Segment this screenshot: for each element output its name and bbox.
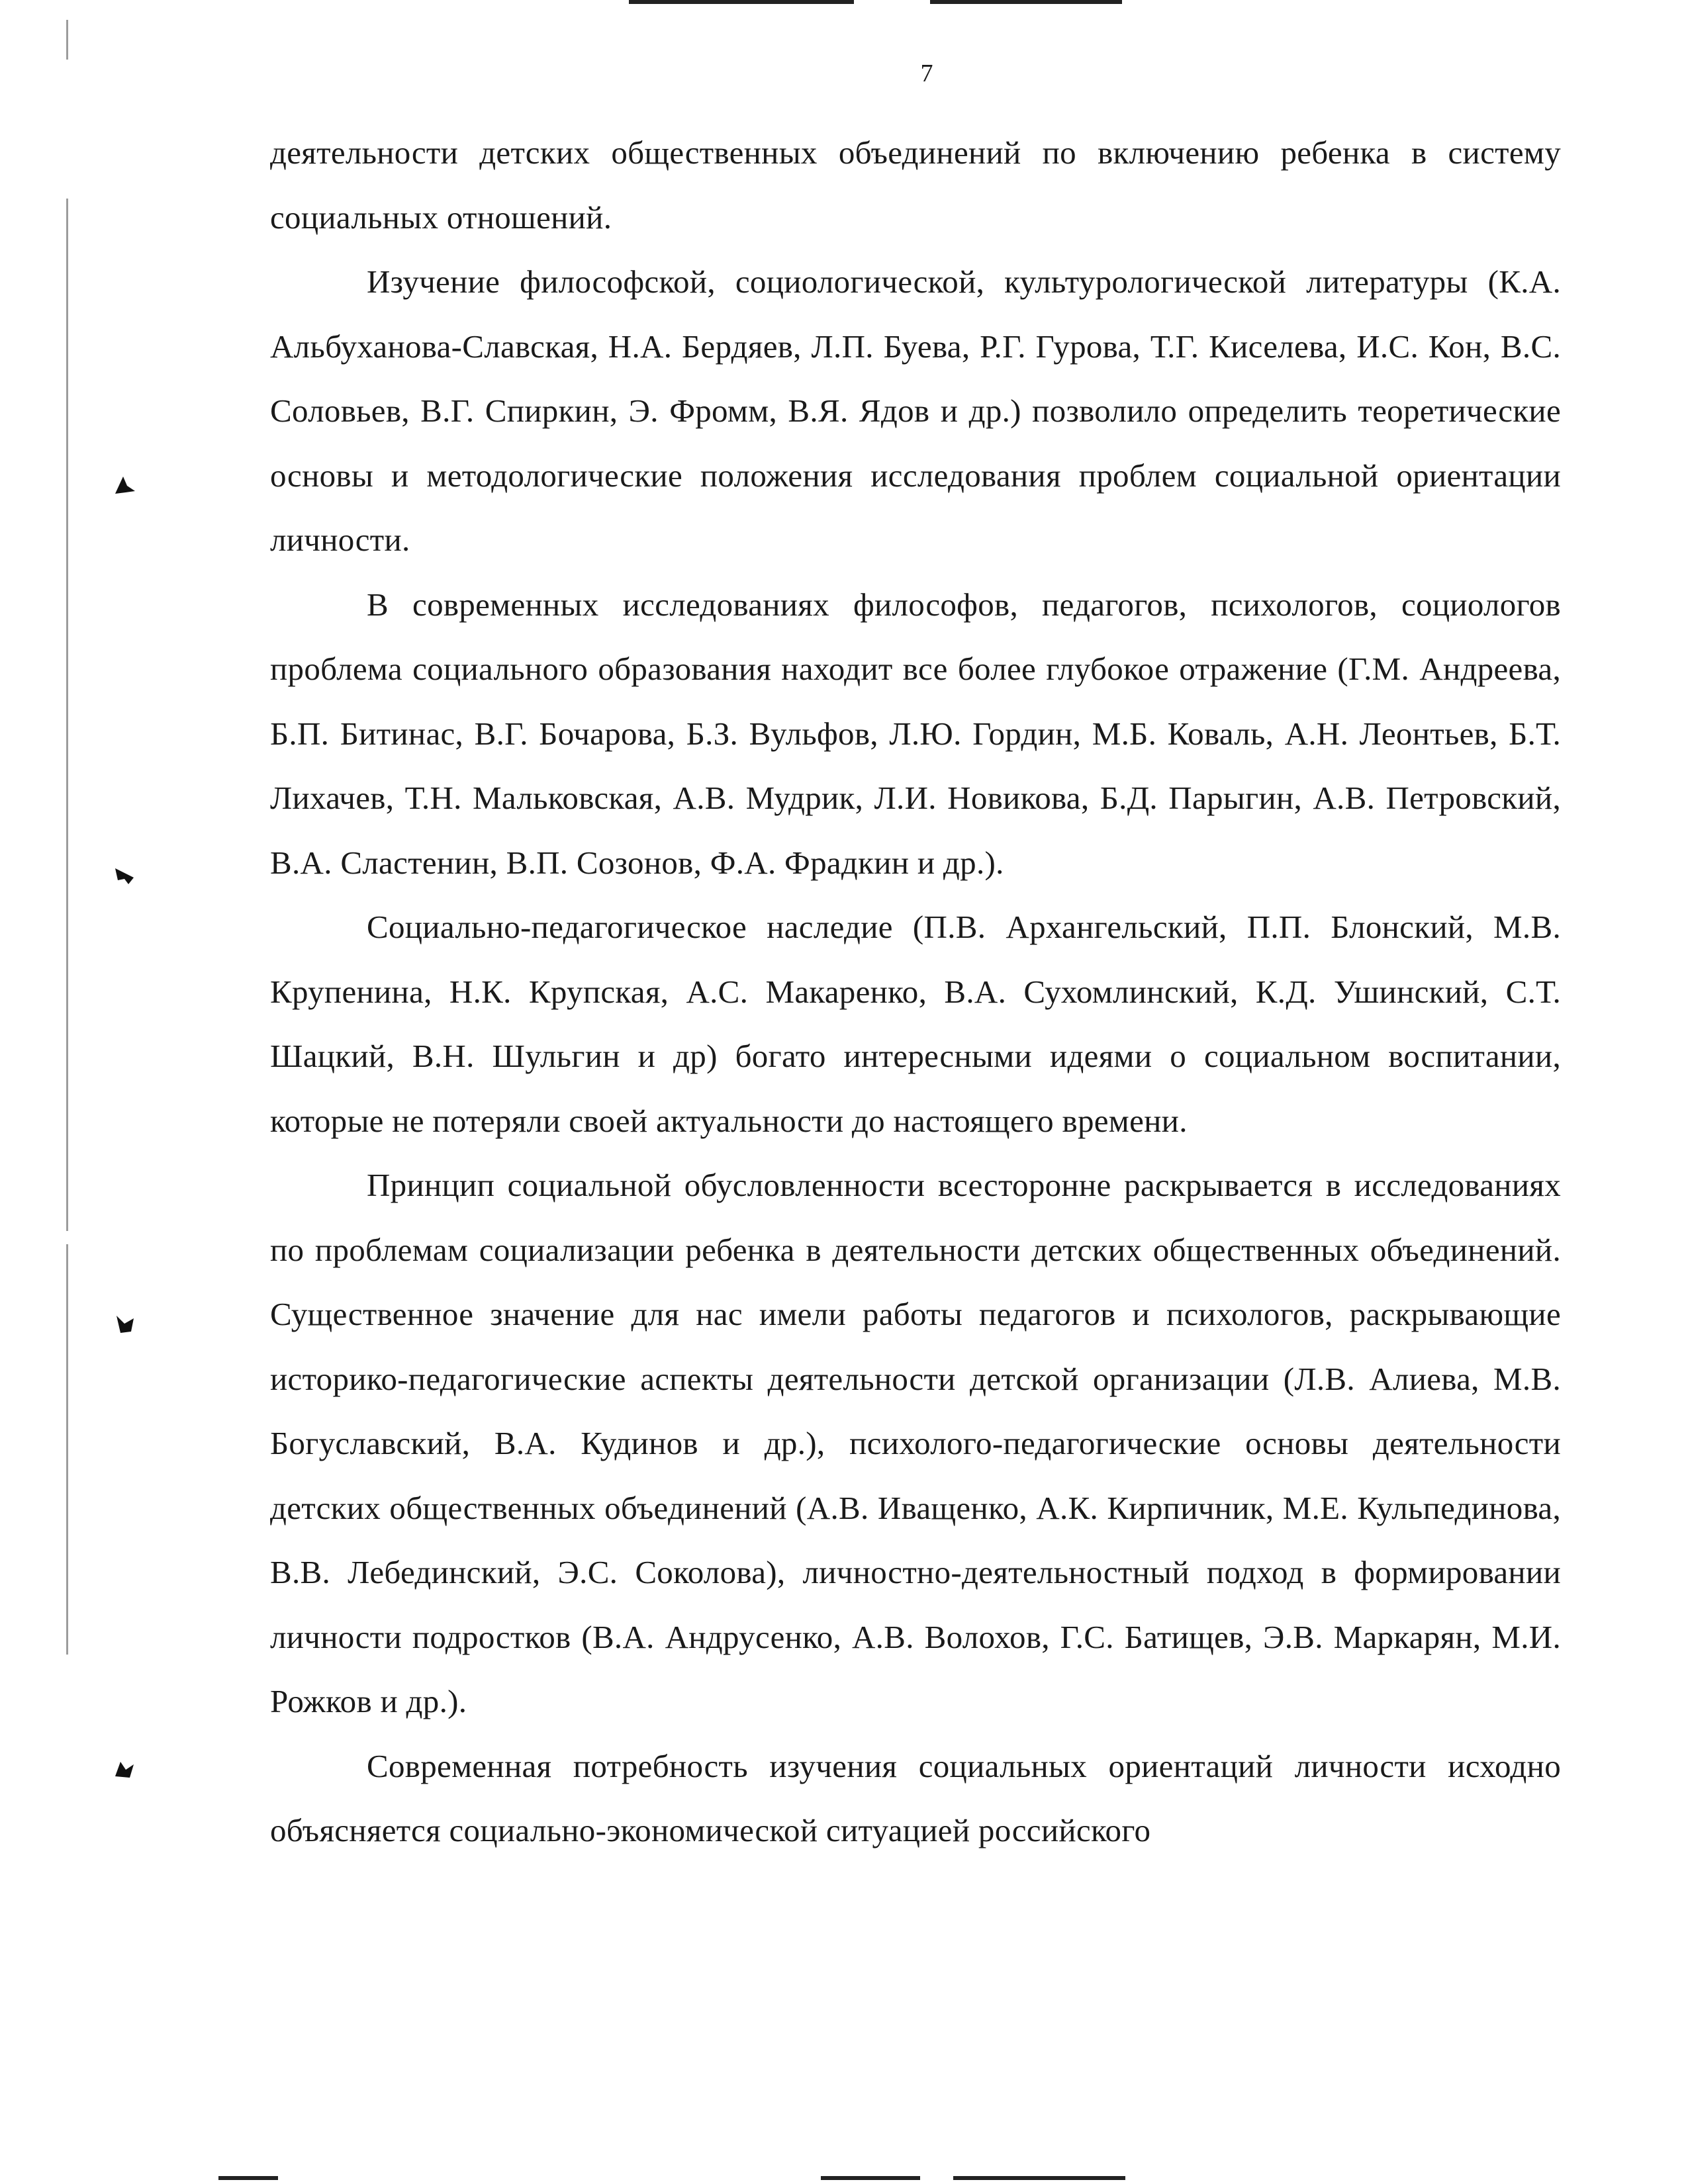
binding-line-lower [66,1244,68,1655]
binder-mark-1-icon [114,474,136,496]
scan-bottom-rule-left [218,2176,278,2180]
binding-line-top [66,20,68,60]
scan-bottom-rule-mid [821,2176,920,2180]
scan-top-rule-right [930,0,1122,4]
paragraph-social-principle: Принцип социальной обусловленности всесторонне раскрывается в исследованиях по проблемам социализации ребенка в деятельности детских общественных объединений. Существенное значение для нас имели работы педагогов и психологов, раскрывающие историко-педагогические аспекты деятельности детской организации (Л.В. Алиева, М.В. Богуславский, В.А. Кудинов и др.), психолого-педагогические основы деятельности детских общественных объединений (А.В. Иващенко, А.К. Кирпичник, М.Е. Кульпединова, В.В. Лебединский, Э.С. Соколова), личностно-деятельностный подход в формировании личности подростков (В.А. Андрусенко, А.В. Волохов, Г.С. Батищев, Э.В. Маркарян, М.И. Рожков и др.). [270,1167,1561,1719]
binder-mark-4-icon [114,1758,136,1780]
paragraph-modern-need: Современная потребность изучения социальных ориентаций личности исходно объясняется социально-экономической ситуацией российского [270,1747,1561,1848]
scan-top-rule-left [629,0,854,4]
document-body [270,120,1561,1863]
paragraph-pedagogical-heritage: Социально-педагогическое наследие (П.В. Архангельский, П.П. Блонский, М.В. Крупенина, Н.К. Крупская, А.С. Макаренко, В.А. Сухомлинский, К.Д. Ушинский, С.Т. Шацкий, В.Н. Шульгин и др) богато интересными идеями о социальном воспитании, которые не потеряли своей актуальности до настоящего времени. [270,909,1561,1139]
page-number: 7 [920,60,933,87]
binder-mark-3-icon [114,1313,136,1336]
paragraph-modern-research: В современных исследованиях философов, педагогов, психологов, социологов проблема социального образования находит все более глубокое отражение (Г.М. Андреева, Б.П. Битинас, В.Г. Бочарова, Б.З. Вульфов, Л.Ю. Гордин, М.Б. Коваль, А.Н. Леонтьев, Б.Т. Лихачев, Т.Н. Мальковская, А.В. Мудрик, Л.И. Новикова, Б.Д. Парыгин, А.В. Петровский, В.А. Сластенин, В.П. Созонов, Ф.А. Фрадкин и др.). [270,586,1561,881]
binding-line-main [66,199,68,1231]
binder-mark-2-icon [114,864,136,887]
paragraph-continued: деятельности детских общественных объединений по включению ребенка в систему социальных отношений. [270,134,1561,236]
paragraph-study-of-literature: Изучение философской, социологической, культурологической литературы (К.А. Альбуханова-Славская, Н.А. Бердяев, Л.П. Буева, Р.Г. Гурова, Т.Г. Киселева, И.С. Кон, В.С. Соловьев, В.Г. Спиркин, Э. Фромм, В.Я. Ядов и др.) позволило определить теоретические основы и методологические положения исследования проблем социальной ориентации личности. [270,263,1561,558]
scan-bottom-rule-right [953,2176,1125,2180]
